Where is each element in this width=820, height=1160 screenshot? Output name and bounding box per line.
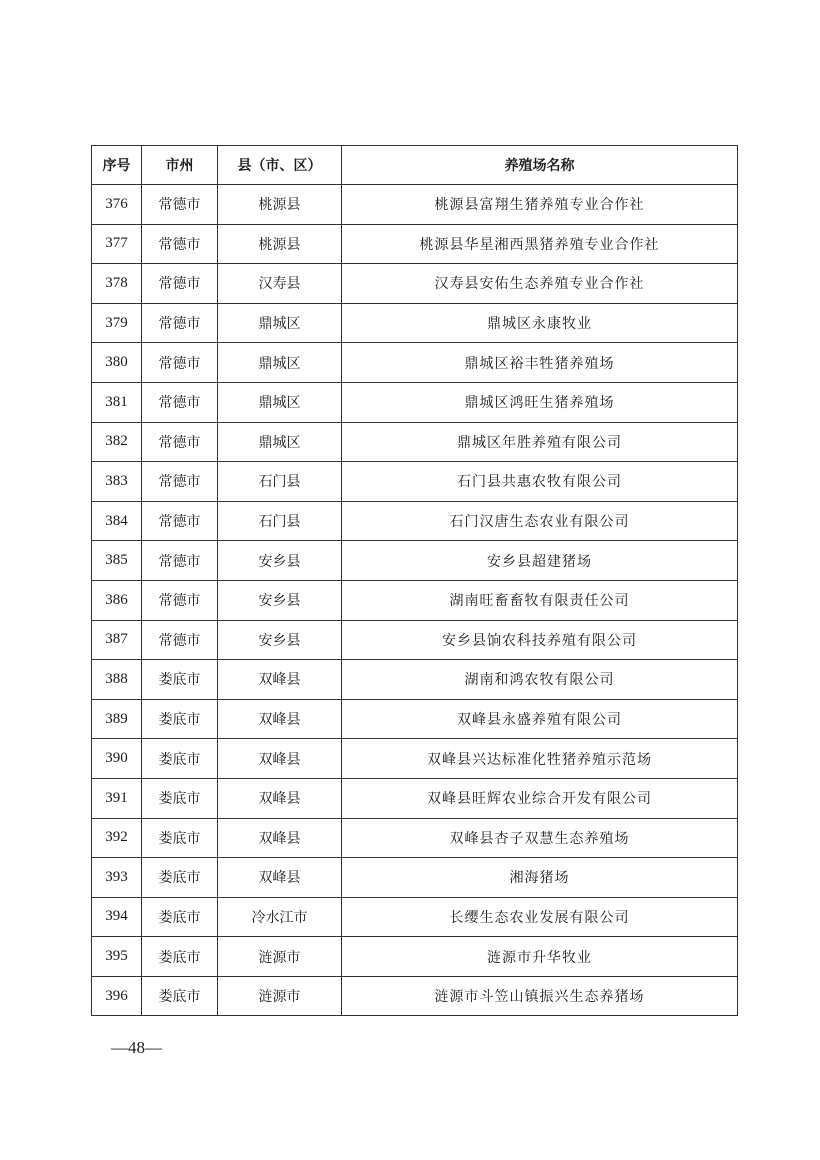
cell-serial-number: 392 [92,818,142,858]
cell-farm-name: 双峰县杏子双慧生态养殖场 [342,818,738,858]
cell-serial-number: 386 [92,580,142,620]
cell-city: 娄底市 [142,976,218,1016]
cell-county: 双峰县 [218,699,342,739]
table-row [92,303,738,343]
cell-county: 双峰县 [218,739,342,779]
cell-farm-name: 湖南旺畜畜牧有限责任公司 [342,580,738,620]
cell-city: 常德市 [142,343,218,383]
cell-county: 桃源县 [218,224,342,264]
cell-county: 冷水江市 [218,897,342,937]
cell-farm-name: 桃源县富翔生猪养殖专业合作社 [342,185,738,225]
cell-farm-name: 鼎城区鸿旺生猪养殖场 [342,382,738,422]
table-header-row [92,146,738,185]
cell-county: 双峰县 [218,660,342,700]
cell-farm-name: 双峰县旺辉农业综合开发有限公司 [342,778,738,818]
table-row [92,541,738,581]
cell-county: 安乡县 [218,620,342,660]
cell-serial-number: 385 [92,541,142,581]
table-row [92,818,738,858]
cell-county: 涟源市 [218,937,342,977]
cell-farm-name: 鼎城区永康牧业 [342,303,738,343]
cell-city: 娄底市 [142,778,218,818]
table-body [92,185,738,1016]
cell-city: 娄底市 [142,858,218,898]
cell-farm-name: 涟源市斗笠山镇振兴生态养猪场 [342,976,738,1016]
cell-city: 常德市 [142,224,218,264]
cell-farm-name: 安乡县超建猪场 [342,541,738,581]
table-row [92,382,738,422]
table-row [92,343,738,383]
cell-farm-name: 双峰县永盛养殖有限公司 [342,699,738,739]
header-serial-number: 序号 [92,146,142,185]
cell-county: 双峰县 [218,858,342,898]
cell-city: 娄底市 [142,897,218,937]
cell-farm-name: 鼎城区裕丰牲猪养殖场 [342,343,738,383]
cell-city: 常德市 [142,462,218,502]
table-row [92,778,738,818]
table-row [92,224,738,264]
cell-farm-name: 鼎城区年胜养殖有限公司 [342,422,738,462]
cell-city: 常德市 [142,620,218,660]
cell-county: 安乡县 [218,541,342,581]
cell-farm-name: 长缨生态农业发展有限公司 [342,897,738,937]
cell-city: 娄底市 [142,739,218,779]
cell-county: 鼎城区 [218,422,342,462]
table-row [92,660,738,700]
cell-serial-number: 388 [92,660,142,700]
cell-serial-number: 377 [92,224,142,264]
table-row [92,699,738,739]
cell-city: 常德市 [142,580,218,620]
farm-list-table [91,145,738,1016]
cell-city: 娄底市 [142,699,218,739]
cell-serial-number: 381 [92,382,142,422]
cell-farm-name: 汉寿县安佑生态养殖专业合作社 [342,264,738,304]
cell-farm-name: 湘海猪场 [342,858,738,898]
header-county: 县（市、区） [218,146,342,185]
table-row [92,422,738,462]
cell-city: 常德市 [142,185,218,225]
table-row [92,937,738,977]
cell-city: 常德市 [142,382,218,422]
cell-county: 鼎城区 [218,343,342,383]
cell-county: 安乡县 [218,580,342,620]
table-row [92,462,738,502]
table-row [92,501,738,541]
cell-farm-name: 双峰县兴达标准化牲猪养殖示范场 [342,739,738,779]
cell-farm-name: 安乡县饷农科技养殖有限公司 [342,620,738,660]
cell-city: 娄底市 [142,818,218,858]
cell-serial-number: 376 [92,185,142,225]
cell-farm-name: 桃源县华星湘西黑猪养殖专业合作社 [342,224,738,264]
table-row [92,739,738,779]
table-row [92,580,738,620]
cell-city: 常德市 [142,422,218,462]
cell-serial-number: 382 [92,422,142,462]
cell-city: 娄底市 [142,937,218,977]
cell-serial-number: 387 [92,620,142,660]
cell-county: 石门县 [218,462,342,502]
cell-serial-number: 390 [92,739,142,779]
cell-serial-number: 393 [92,858,142,898]
table-row [92,976,738,1016]
cell-serial-number: 389 [92,699,142,739]
cell-serial-number: 384 [92,501,142,541]
cell-county: 鼎城区 [218,303,342,343]
cell-serial-number: 380 [92,343,142,383]
cell-county: 涟源市 [218,976,342,1016]
cell-serial-number: 396 [92,976,142,1016]
table-row [92,185,738,225]
cell-farm-name: 湖南和鸿农牧有限公司 [342,660,738,700]
table-row [92,620,738,660]
cell-serial-number: 379 [92,303,142,343]
cell-county: 桃源县 [218,185,342,225]
header-city: 市州 [142,146,218,185]
cell-serial-number: 391 [92,778,142,818]
cell-city: 娄底市 [142,660,218,700]
cell-farm-name: 石门汉唐生态农业有限公司 [342,501,738,541]
table-row [92,897,738,937]
table-row [92,264,738,304]
cell-serial-number: 383 [92,462,142,502]
cell-county: 汉寿县 [218,264,342,304]
cell-city: 常德市 [142,303,218,343]
cell-city: 常德市 [142,264,218,304]
cell-city: 常德市 [142,501,218,541]
cell-serial-number: 394 [92,897,142,937]
header-farm-name: 养殖场名称 [342,146,738,185]
cell-county: 鼎城区 [218,382,342,422]
table-row [92,858,738,898]
page-number: —48— [111,1038,162,1057]
cell-farm-name: 涟源市升华牧业 [342,937,738,977]
cell-serial-number: 395 [92,937,142,977]
cell-county: 石门县 [218,501,342,541]
cell-county: 双峰县 [218,818,342,858]
cell-city: 常德市 [142,541,218,581]
cell-serial-number: 378 [92,264,142,304]
cell-county: 双峰县 [218,778,342,818]
cell-farm-name: 石门县共惠农牧有限公司 [342,462,738,502]
